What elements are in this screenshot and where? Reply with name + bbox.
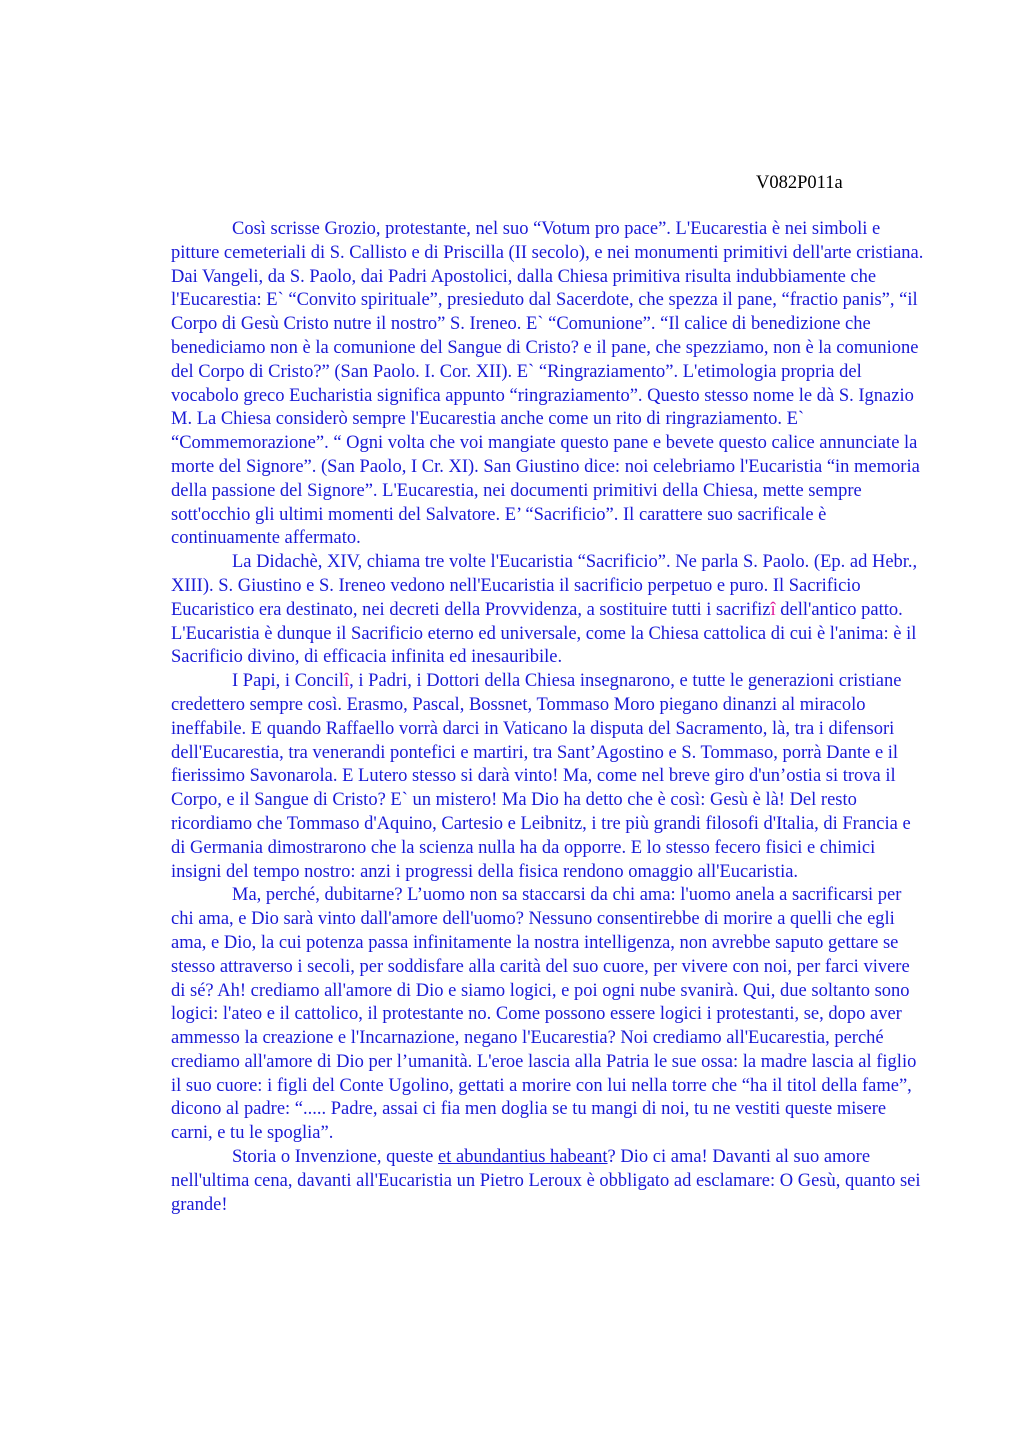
paragraph-4: Ma, perché, dubitarne? L’uomo non sa staccarsi da chi ama: l'uomo anela a sacrificarsi per chi ama, e Dio sarà vinto dall'amore dell'uomo? Nessuno consentirebbe di morire a quelli che egli ama, e Dio, la cui potenza passa infinitamente la nostra intelligenza, non avrebbe saputo gettare se stesso attraverso i secoli, per soddisfare alla carità del suo cuore, per vivere con noi, per farci vivere di sé? Ah! crediamo all'amore di Dio e siamo logici, e poi ogni nube svanirà. Qui, due soltanto sono logici: l'ateo e il cattolico, il protestante no. Come possono essere logici i protestanti, se, dopo aver ammesso la creazione e l'Incarnazione, negano l'Eucarestia? Noi crediamo all'Eucarestia, perché crediamo all'amore di Dio per l’umanità. L'eroe lascia alla Patria le sue ossa: la madre lascia al figlio il suo cuore: i figli del Conte Ugolino, gettati a morire con lui nella torre che “ha il titol della fame”, dicono al padre: “..... Padre, assai ci fia men doglia se tu mangi di noi, tu ne vestiti queste misere carni, e tu le spoglia”. xyxy=(171,885,917,1144)
paragraph-2 xyxy=(171,551,927,670)
paragraph-3 xyxy=(171,670,927,884)
page-id-label: V082P011a xyxy=(756,173,843,193)
underlined-latin-phrase: et abundantius habeant xyxy=(438,1147,608,1168)
accent-mark: î xyxy=(770,599,776,620)
document-body xyxy=(171,218,927,1217)
paragraph-3-text-b: , i Padri, i Dottori della Chiesa insegnarono, e tutte le generazioni cristiane credettero sempre così. Erasmo, Pascal, Bossnet, Tommaso Moro piegano dinanzi al miracolo ineffabile. E quando Raffaello vorrà darci in Vaticano la disputa del Sacramento, là, tra i difensori dell'Eucarestia, tra venerandi pontefici e martiri, tra Sant’Agostino e S. Tommaso, porrà Dante e il fierissimo Savonarola. E Lutero stesso si darà vinto! Ma, come nel breve giro d'un’ostia si trova il Corpo, e il Sangue di Cristo? E` un mistero! Ma Dio ha detto che è così: Gesù è là! Del resto ricordiamo che Tommaso d'Aquino, Cartesio e Leibnitz, i tre più grandi filosofi d'Italia, di Francia e di Germania dimostrarono che la scienza nulla ha da opporre. E lo stesso fecero fisici e chimici insigni del tempo nostro: anzi i progressi della fisica rendono omaggio all'Eucaristia. xyxy=(171,671,911,882)
paragraph-3-text-a: I Papi, i Concil xyxy=(232,671,345,692)
paragraph-1: Così scrisse Grozio, protestante, nel suo “Votum pro pace”. L'Eucarestia è nei simboli e pitture cemeteriali di S. Callisto e di Priscilla (II secolo), e nei monumenti primitivi dell'arte cristiana. Dai Vangeli, da S. Paolo, dai Padri Apostolici, dalla Chiesa primitiva risulta indubbiamente che l'Eucarestia: E` “Convito spirituale”, presieduto dal Sacerdote, che spezza il pane, “fractio panis”, “il Corpo di Gesù Cristo nutre il nostro” S. Ireneo. E` “Comunione”. “Il calice di benedizione che benediciamo non è la comunione del Sangue di Cristo? e il pane, che spezziamo, non è la comunione del Corpo di Cristo?” (San Paolo. I. Cor. XII). E` “Ringraziamento”. L'etimologia propria del vocabolo greco Eucharistia significa appunto “ringraziamento”. Questo stesso nome le dà S. Ignazio M. La Chiesa considerò sempre l'Eucarestia anche come un rito di ringraziamento. E` “Commemorazione”. “ Ogni volta che voi mangiate questo pane e bevete questo calice annunciate la morte del Signore”. (San Paolo, I Cr. XI). San Giustino dice: noi celebriamo l'Eucaristia “in memoria della passione del Signore”. L'Eucarestia, nei documenti primitivi della Chiesa, mette sempre sott'occhio gli ultimi momenti del Salvatore. E’ “Sacrificio”. Il carattere suo sacrificale è continuamente affermato. xyxy=(171,219,924,549)
paragraph-2-text-a: La Didachè, XIV, chiama tre volte l'Eucaristia “Sacrificio”. Ne parla S. Paolo. (Ep. ad Hebr., XIII). S. Giustino e S. Ireneo vedono nell'Eucaristia il sacrificio perpetuo e puro. Il Sacrificio Eucaristico era destinato, nei decreti della Provvidenza, a sostituire tutti i sacrifiz xyxy=(171,552,918,620)
paragraph-5 xyxy=(171,1146,927,1217)
paragraph-5-text-a: Storia o Invenzione, queste xyxy=(232,1147,439,1168)
paragraph-5-text-b: ? Dio ci ama! Davanti al suo amore nell'ultima cena, davanti all'Eucaristia un Pietro Leroux è obbligato ad esclamare: O Gesù, quanto sei grande! xyxy=(171,1147,921,1215)
accent-mark: î xyxy=(344,671,350,692)
paragraph-2-text-b: dell'antico patto. L'Eucaristia è dunque il Sacrificio eterno ed universale, come la Chiesa cattolica di cui è l'anima: è il Sacrificio divino, di efficacia infinita ed inesauribile. xyxy=(171,599,917,668)
